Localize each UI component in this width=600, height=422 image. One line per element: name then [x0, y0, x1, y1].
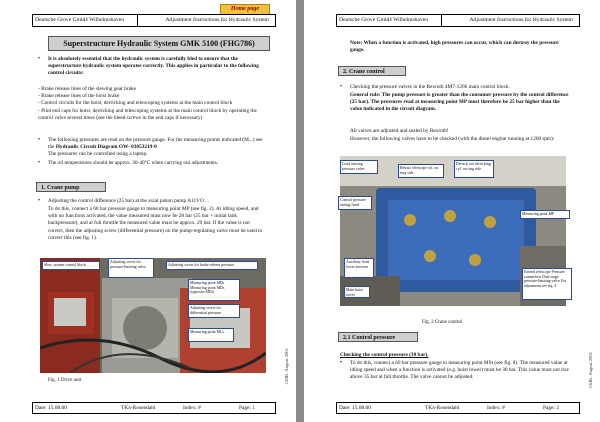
side-note: GMK, August 2001	[588, 352, 593, 389]
document-title: Superstructure Hydraulic System GMK 5100 (FHG786)	[48, 36, 270, 51]
bullet-icon: •	[38, 56, 41, 62]
oil-temp-text: The oil temperatures should be approx. 30-40°C when carrying out adjustments.	[48, 160, 219, 166]
footer-author: TK4-Rosendahl	[425, 405, 460, 411]
sealed-text: All valves are adjusted and sealed by Rexroth!	[350, 128, 449, 134]
list-item: - Control circuits for the hoist, derricking and telescoping systems at the main control block	[38, 100, 233, 107]
control-pressure-heading: Checking the control pressure (30 bar).	[340, 352, 429, 358]
page-footer	[336, 402, 580, 414]
intro-lead: It is absolutely essential that the hydraulic system is carefully bled to ensure that the superstructure hydraulic system operates correctly. This applies in particular to the following control circuits:	[48, 56, 259, 77]
list-item: - Brake release lines of the hoist brake	[38, 93, 120, 100]
side-note: GMK, August 2001	[284, 348, 289, 385]
page-footer	[32, 402, 276, 414]
crane-pump-text: To do this, connect a 60 bar pressure gauge to measuring point MP (see fig. 2). At idling speed, and with no functions activated, the value measured must now be 28 bar (25 bar + initial tank backpressure), and at full throttle the measured value must be approx. 29 bar. If the value is not correct, then the adjusting screw (differential pressure) on the pump-regulating valve must be used to correct this (see fig. 1).	[48, 206, 263, 241]
page-2	[304, 0, 600, 422]
however-text: However, the following valves have to be checked (with the diesel engine running at 1200 rpm):	[350, 136, 555, 142]
callout: Load sensing pressure valve	[340, 160, 378, 174]
section-control-pressure: 2.1 Control pressure	[338, 332, 418, 342]
page-1	[0, 0, 296, 422]
section-crane-control: 2. Crane control	[338, 66, 406, 76]
page-header	[32, 14, 276, 27]
callout: Slew. system control block	[42, 261, 100, 270]
intro-list	[38, 86, 266, 122]
crane-pump-line1: Adjusting the control difference (25 bar) at the axial piston pump A11VO ...	[48, 198, 210, 204]
page-header	[336, 14, 580, 27]
list-item: - Brake release lines of the slewing gear brake	[38, 86, 136, 92]
header-title: Adjustment Instructions for Hydraulic System	[165, 17, 269, 23]
bullet-icon: •	[340, 360, 343, 366]
callout: Extend telescope Pressure connection Dual stage pressure-limiting valve For adjustment see fig. 4	[522, 268, 572, 300]
bullet-icon: •	[340, 84, 343, 90]
callout: Measuring point MP	[520, 210, 570, 219]
callout: Adjusting screw for differential pressure	[188, 304, 240, 318]
control-pressure-text: To do this, connect a 60 bar pressure gauge to measuring point MSt (see fig. 8). The measured value at idling speed and when a function is activated (e.g. hoist lower) must be 30 bar. This value must not rise above 35 bar at full throttle. The valve cannot be adjusted.	[350, 360, 569, 381]
bullet-icon: •	[38, 160, 41, 166]
footer-date: Date: 15.08.00	[35, 405, 67, 411]
figure-caption: Fig. 1 Drive unit	[48, 378, 82, 383]
callout: Measuring point MLs	[188, 328, 234, 342]
header-title: Adjustment Instructions for Hydraulic System	[469, 17, 573, 23]
header-company: Deutsche Grove GmbH Wilhelmshaven	[339, 17, 428, 23]
footer-index: Index: #	[487, 405, 505, 411]
callout: Main hoist lower	[344, 286, 370, 298]
callout: Measuring point MDr Measuring point MDs (opposite MDr)	[188, 279, 240, 301]
section-crane-pump: 1. Crane pump	[36, 182, 106, 192]
footer-page: Page: 1	[239, 405, 256, 411]
general-rule: General rule: The pump pressure is greater than the consumer pressure by the control difference (25 bar). The pressures read at measuring point MP must therefore be 25 bar higher than the value indicated in the circuit diagram.	[350, 92, 569, 113]
figure-caption: Fig. 2 Crane control	[422, 320, 463, 325]
callout: Adjusting screw for pressure-limiting valve	[108, 258, 154, 278]
bullet-icon: •	[38, 198, 41, 204]
callout: Auxiliary hoist lower traverse	[344, 258, 374, 278]
header-company: Deutsche Grove GmbH Wilhelmshaven	[35, 17, 124, 23]
list-item: - Pilot end caps for hoist, derricking and telescoping systems at the main control block by operating the control valve several times (see the bleed screws in the end caps if necessary).	[38, 107, 257, 121]
pressures-text: The following pressures are read on the pressure gauge. For the measuring points indicated (M...) see the Hydraulic Circuit Diagram OW- 03053219-0 The pressures can be controlled using a laptop.	[48, 137, 263, 158]
home-page-link[interactable]: Home page	[220, 4, 270, 15]
bullet-icon: •	[38, 137, 41, 143]
callout: Adjusting screw for brake release pressure	[166, 261, 258, 270]
callout: Control pressure setting fixed	[338, 196, 372, 210]
footer-date: Date: 15.08.00	[339, 405, 371, 411]
callout: Derrick out derricking cyl. on ring side	[454, 160, 494, 178]
footer-author: TK4-Rosendahl	[121, 405, 156, 411]
callout: Retract telescope cyl. on ring side	[398, 164, 444, 178]
note-text: Note: When a function is activated, high pressures can occur, which can destroy the pressure gauge.	[350, 40, 559, 54]
footer-page: Page: 2	[543, 405, 560, 411]
footer-index: Index: #	[183, 405, 201, 411]
crane-control-line1: Checking the pressure valves in the Rexroth 4M7-1266 main control block.	[350, 84, 510, 90]
